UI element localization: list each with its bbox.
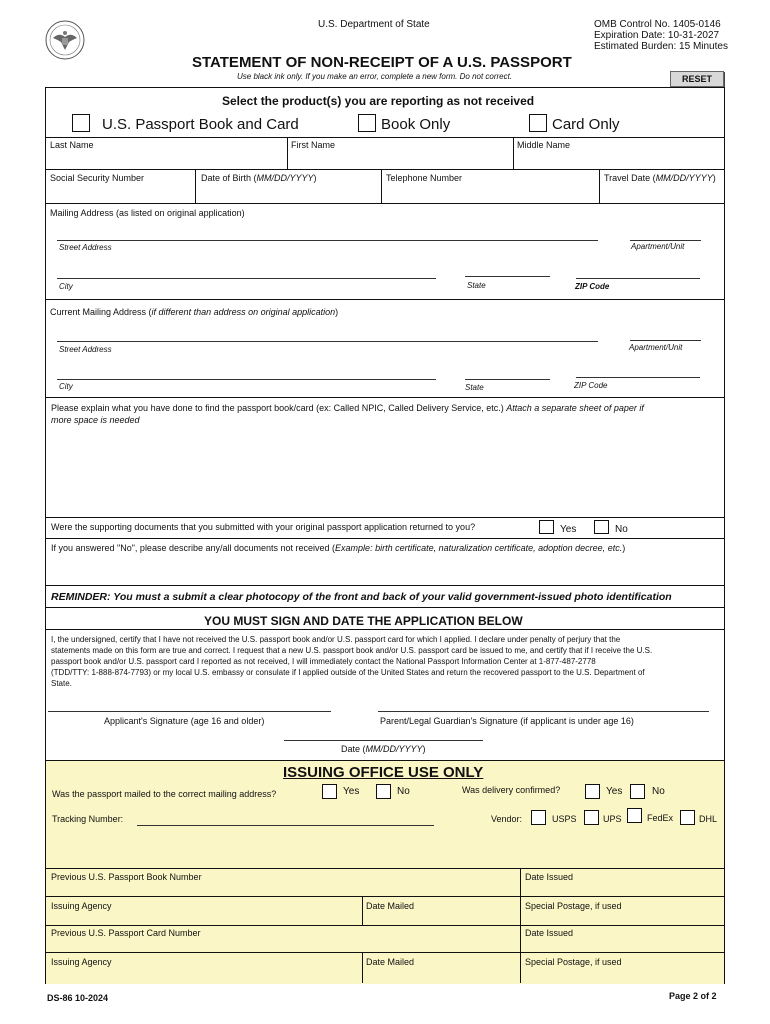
signature-date-label: Date (MM/DD/YYYY): [341, 744, 426, 754]
date-mailed-label: Date Mailed: [366, 901, 415, 911]
ssn-input[interactable]: [47, 185, 193, 201]
expiration-date: Expiration Date: 10-31-2027: [594, 30, 720, 41]
reset-button[interactable]: [670, 71, 724, 87]
issuing-agency-label: Issuing Agency: [51, 901, 112, 911]
mailing-state-input[interactable]: [465, 262, 550, 276]
mailed-yes-checkbox[interactable]: [322, 784, 337, 799]
current-state-input[interactable]: [465, 365, 550, 379]
page-number: Page 2 of 2: [669, 991, 717, 1001]
last-name-input[interactable]: [47, 152, 285, 168]
mailing-city-label: City: [59, 282, 73, 291]
estimated-burden: Estimated Burden: 15 Minutes: [594, 41, 728, 52]
mailing-apartment-input[interactable]: [630, 226, 701, 240]
current-apartment-input[interactable]: [630, 326, 701, 340]
vendor-ups-checkbox[interactable]: [584, 810, 599, 825]
applicant-signature-label: Applicant's Signature (age 16 and older): [104, 716, 265, 726]
date-issued-input[interactable]: [522, 883, 723, 895]
mailing-zip-label: ZIP Code: [575, 282, 610, 291]
mailing-city-input[interactable]: [57, 264, 436, 278]
last-name-label: Last Name: [50, 140, 94, 150]
first-name-label: First Name: [291, 140, 336, 150]
certification-line-2: statements made on this form are true and correct. I request that a new U.S. passport book and/or U.S. passport card be issued to me, and certify that if I receive the U.S.: [51, 646, 653, 655]
prev-book-input[interactable]: [47, 883, 518, 895]
date-issued-label: Date Issued: [525, 872, 574, 882]
prev-card-label: Previous U.S. Passport Card Number: [51, 928, 201, 938]
vendor-dhl-label: DHL: [699, 814, 718, 824]
date-issued-2-label: Date Issued: [525, 928, 574, 938]
dob-label: Date of Birth (MM/DD/YYYY): [201, 173, 317, 183]
mailed-no-label: No: [397, 786, 410, 797]
explain-textarea[interactable]: [47, 430, 723, 516]
prev-card-input[interactable]: [47, 939, 518, 951]
book-and-card-checkbox[interactable]: [72, 114, 90, 132]
delivery-no-label: No: [652, 786, 665, 797]
vendor-fedex-checkbox[interactable]: [627, 808, 642, 823]
current-city-input[interactable]: [57, 365, 436, 379]
tracking-input[interactable]: [137, 810, 434, 825]
vendor-dhl-checkbox[interactable]: [680, 810, 695, 825]
vendor-usps-label: USPS: [552, 814, 577, 824]
vendor-fedex-label: FedEx: [647, 813, 674, 823]
mailed-yes-label: Yes: [343, 786, 360, 797]
certification-line-5: State.: [51, 679, 72, 688]
dob-input[interactable]: [197, 185, 379, 201]
documents-yes-label: Yes: [560, 524, 577, 535]
sign-heading: YOU MUST SIGN AND DATE THE APPLICATION BELOW: [204, 614, 523, 628]
documents-describe-input[interactable]: [47, 556, 723, 584]
delivery-yes-checkbox[interactable]: [585, 784, 600, 799]
office-heading: ISSUING OFFICE USE ONLY: [283, 764, 484, 781]
signature-date-input[interactable]: [284, 724, 483, 740]
travel-date-input[interactable]: [601, 185, 723, 201]
certification-line-3: passport book and/or U.S. passport card I reported as not received, I will immediately contact the National Passport Information Center at 1-877-487-2778: [51, 657, 596, 666]
mailing-apartment-label: Apartment/Unit: [631, 242, 685, 251]
prev-book-label: Previous U.S. Passport Book Number: [51, 872, 202, 882]
date-mailed-2-label: Date Mailed: [366, 957, 415, 967]
book-only-checkbox[interactable]: [358, 114, 376, 132]
phone-input[interactable]: [383, 185, 597, 201]
mailed-question: Was the passport mailed to the correct mailing address?: [52, 789, 277, 799]
current-city-label: City: [59, 382, 73, 391]
mailing-state-label: State: [467, 281, 486, 290]
mailing-street-label: Street Address: [59, 243, 112, 252]
book-and-card-label: U.S. Passport Book and Card: [102, 116, 299, 133]
mailing-address-heading: Mailing Address (as listed on original application): [50, 208, 245, 218]
guardian-signature-input[interactable]: [378, 694, 709, 711]
current-street-input[interactable]: [57, 327, 598, 341]
card-only-label: Card Only: [552, 116, 620, 133]
tracking-label: Tracking Number:: [52, 814, 124, 824]
issuing-agency-input[interactable]: [47, 912, 360, 924]
current-street-label: Street Address: [59, 345, 112, 354]
department-name: U.S. Department of State: [318, 19, 430, 30]
first-name-input[interactable]: [289, 152, 511, 168]
mailing-zip-input[interactable]: [576, 264, 700, 278]
documents-yes-checkbox[interactable]: [539, 520, 554, 534]
documents-no-checkbox[interactable]: [594, 520, 609, 534]
reminder-text: REMINDER: You must a submit a clear photocopy of the front and back of your valid government-issued photo identification: [51, 591, 672, 603]
department-seal: [45, 20, 85, 60]
date-issued-2-input[interactable]: [522, 939, 723, 951]
special-postage-input[interactable]: [522, 912, 723, 924]
eagle-seal-icon: [45, 20, 85, 60]
ssn-label: Social Security Number: [50, 173, 145, 183]
form-title: STATEMENT OF NON-RECEIPT OF A U.S. PASSPORT: [192, 54, 572, 71]
documents-question: Were the supporting documents that you submitted with your original passport application returned to you?: [51, 522, 476, 532]
issuing-agency-2-input[interactable]: [47, 968, 360, 982]
middle-name-input[interactable]: [515, 152, 723, 168]
phone-label: Telephone Number: [386, 173, 463, 183]
delivery-yes-label: Yes: [606, 786, 623, 797]
current-zip-input[interactable]: [576, 363, 700, 377]
vendor-usps-checkbox[interactable]: [531, 810, 546, 825]
ink-instructions: Use black ink only. If you make an error, complete a new form. Do not correct.: [237, 72, 513, 81]
documents-no-label: No: [615, 524, 628, 535]
current-zip-label: ZIP Code: [574, 381, 608, 390]
form-id: DS-86 10-2024: [47, 993, 109, 1003]
certification-line-4: (TDD/TTY: 1-888-874-7793) or my local U.S. embassy or consulate if I applied outside of the United States and return the recovered passport to the U.S. Department of: [51, 668, 645, 677]
date-mailed-input[interactable]: [364, 912, 518, 924]
explain-text-continued: more space is needed: [51, 415, 140, 425]
certification-line-1: I, the undersigned, certify that I have not received the U.S. passport book and/or U.S. passport card for which I applied. I declare under penalty of perjury that the: [51, 635, 621, 644]
delivery-question: Was delivery confirmed?: [462, 785, 561, 795]
current-address-heading: Current Mailing Address (if different than address on original application): [50, 307, 339, 317]
products-heading: Select the product(s) you are reporting as not received: [222, 94, 535, 108]
special-postage-label: Special Postage, if used: [525, 901, 622, 911]
documents-describe: If you answered "No", please describe any/all documents not received (Example: birth certificate, naturalization certificate, adoption decree, etc.): [51, 543, 626, 553]
vendor-ups-label: UPS: [603, 814, 622, 824]
card-only-checkbox[interactable]: [529, 114, 547, 132]
travel-date-label: Travel Date (MM/DD/YYYY): [604, 173, 716, 183]
special-postage-2-input[interactable]: [522, 968, 723, 982]
current-apartment-label: Apartment/Unit: [629, 343, 683, 352]
current-state-label: State: [465, 383, 484, 392]
special-postage-2-label: Special Postage, if used: [525, 957, 622, 967]
middle-name-label: Middle Name: [517, 140, 571, 150]
mailed-no-checkbox[interactable]: [376, 784, 391, 799]
date-mailed-2-input[interactable]: [364, 968, 518, 982]
book-only-label: Book Only: [381, 116, 451, 133]
applicant-signature-input[interactable]: [48, 694, 331, 711]
reset-label: RESET: [681, 74, 712, 84]
guardian-signature-label: Parent/Legal Guardian's Signature (if applicant is under age 16): [380, 716, 634, 726]
omb-number: OMB Control No. 1405-0146: [594, 19, 721, 30]
issuing-agency-2-label: Issuing Agency: [51, 957, 112, 967]
explain-text: Please explain what you have done to find the passport book/card (ex: Called NPIC, Called Delivery Service, etc.) Attach a separate sheet of paper if: [51, 403, 644, 413]
mailing-street-input[interactable]: [57, 226, 598, 240]
vendor-label: Vendor:: [491, 814, 523, 824]
delivery-no-checkbox[interactable]: [630, 784, 645, 799]
